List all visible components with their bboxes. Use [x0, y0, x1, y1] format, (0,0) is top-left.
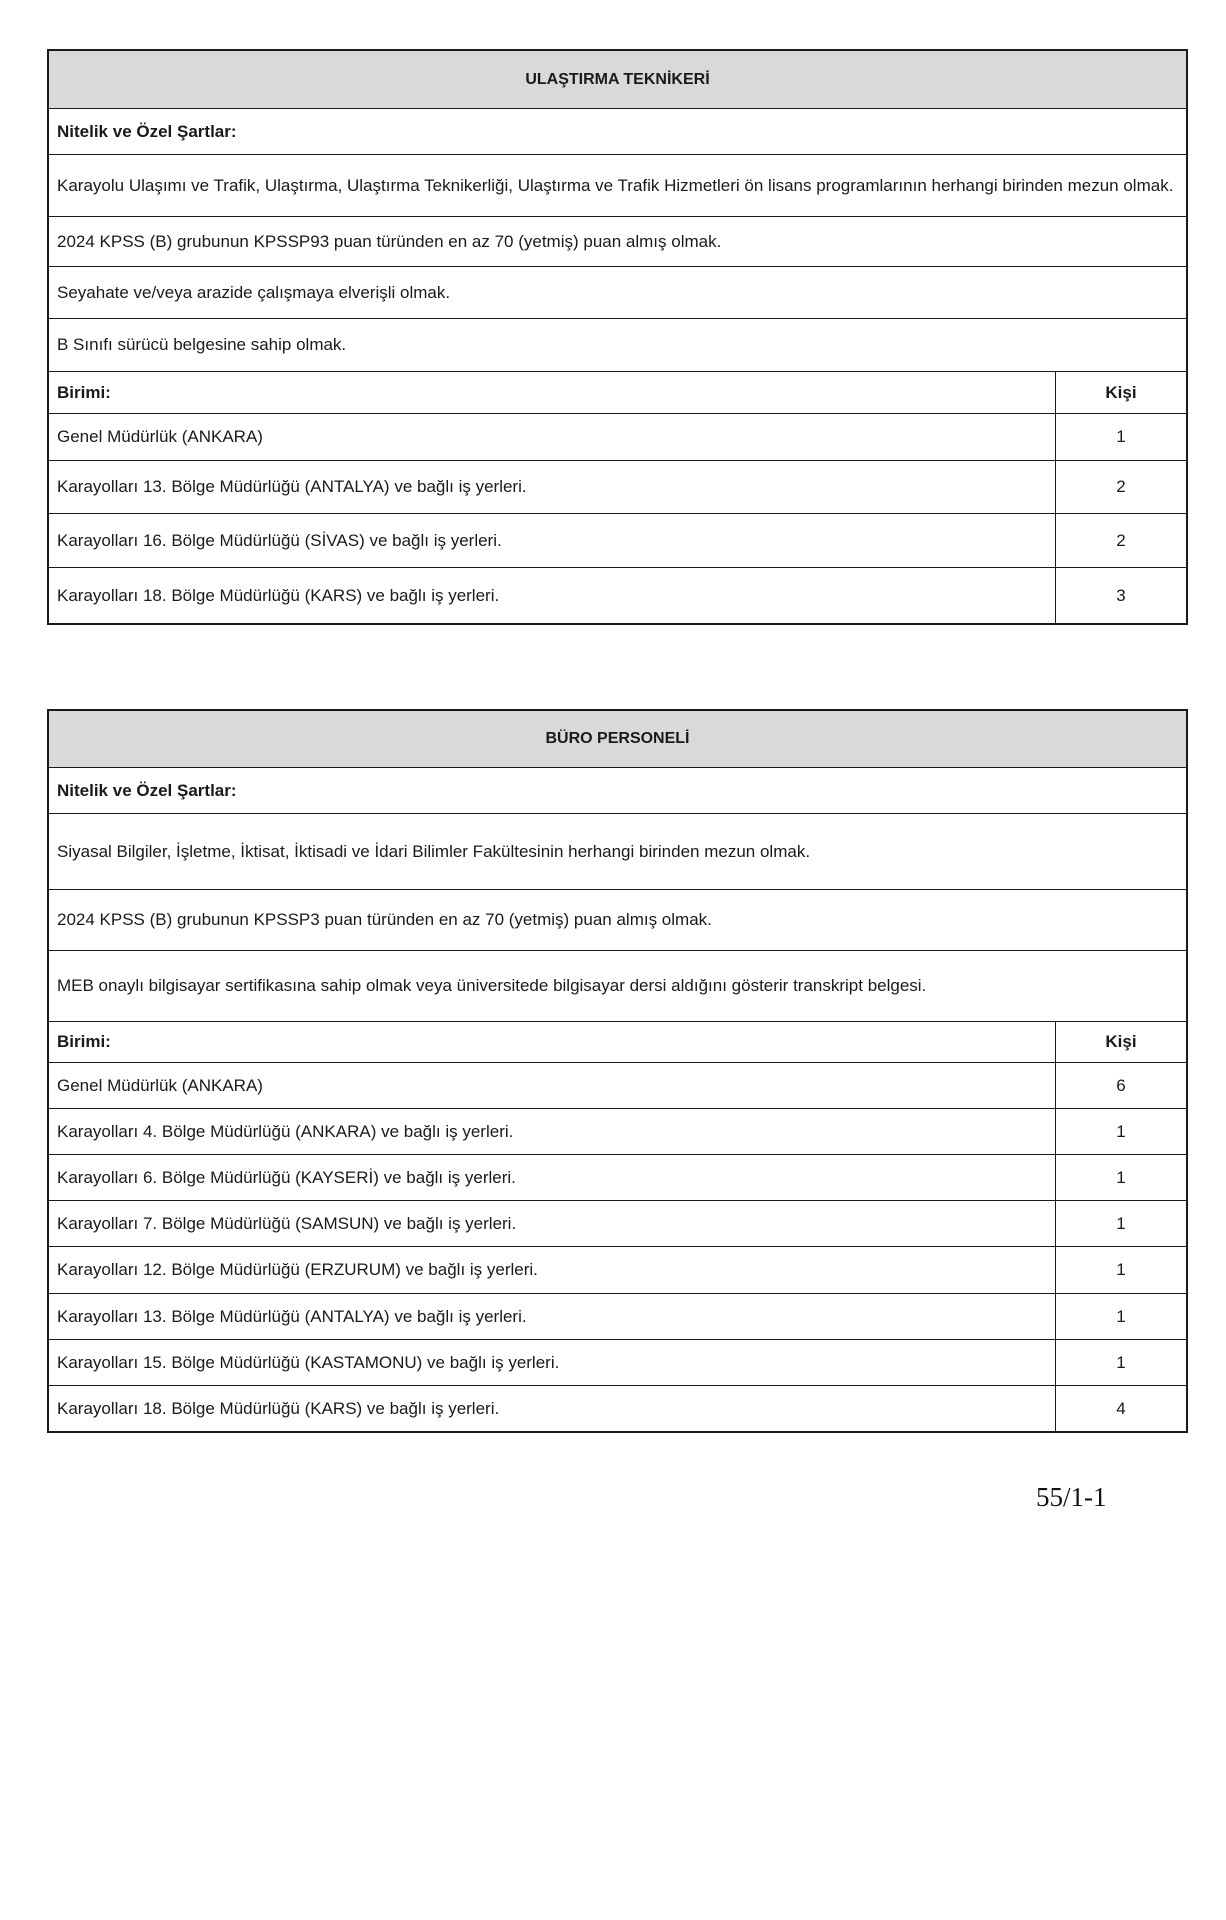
condition-item: 2024 KPSS (B) grubunun KPSSP3 puan türünden en az 70 (yetmiş) puan almış olmak. — [49, 890, 1186, 951]
unit-count: 1 — [1055, 1247, 1186, 1293]
unit-count: 6 — [1055, 1063, 1186, 1108]
table-row — [49, 1247, 1186, 1294]
condition-item: 2024 KPSS (B) grubunun KPSSP93 puan türünden en az 70 (yetmiş) puan almış olmak. — [49, 217, 1186, 267]
table-row — [49, 1063, 1186, 1109]
unit-name: Genel Müdürlük (ANKARA) — [57, 1075, 263, 1095]
unit-name: Karayolları 18. Bölge Müdürlüğü (KARS) ve bağlı iş yerleri. — [57, 585, 500, 605]
table-row — [49, 1201, 1186, 1247]
unit-count: 1 — [1055, 1201, 1186, 1246]
unit-name: Karayolları 6. Bölge Müdürlüğü (KAYSERİ) ve bağlı iş yerleri. — [57, 1167, 516, 1187]
count-header: Kişi — [1055, 1022, 1186, 1062]
unit-count: 1 — [1055, 414, 1186, 460]
condition-item: Karayolu Ulaşımı ve Trafik, Ulaştırma, Ulaştırma Teknikerliği, Ulaştırma ve Trafik Hizmetleri ön lisans programlarının herhangi birinden mezun olmak. — [49, 155, 1186, 217]
unit-count: 1 — [1055, 1155, 1186, 1200]
unit-name: Karayolları 16. Bölge Müdürlüğü (SİVAS) ve bağlı iş yerleri. — [57, 530, 502, 550]
unit-count: 1 — [1055, 1294, 1186, 1339]
condition-item: Seyahate ve/veya arazide çalışmaya elverişli olmak. — [49, 267, 1186, 319]
unit-table-header — [49, 372, 1186, 414]
unit-count: 1 — [1055, 1340, 1186, 1385]
section-title: ULAŞTIRMA TEKNİKERİ — [49, 51, 1186, 109]
table-row — [49, 1386, 1186, 1431]
unit-name: Karayolları 12. Bölge Müdürlüğü (ERZURUM) ve bağlı iş yerleri. — [57, 1260, 538, 1279]
table-row — [49, 1340, 1186, 1386]
unit-count: 3 — [1055, 568, 1186, 623]
unit-name: Genel Müdürlük (ANKARA) — [57, 427, 263, 446]
table-row — [49, 568, 1186, 623]
section-buro-personeli — [47, 709, 1188, 1433]
conditions-label: Nitelik ve Özel Şartlar: — [49, 109, 1186, 155]
page-number: 55/1-1 — [1036, 1482, 1107, 1512]
unit-name: Karayolları 15. Bölge Müdürlüğü (KASTAMONU) ve bağlı iş yerleri. — [57, 1352, 560, 1372]
table-row — [49, 1109, 1186, 1155]
unit-count: 2 — [1055, 514, 1186, 567]
unit-table-header — [49, 1022, 1186, 1063]
table-row — [49, 414, 1186, 461]
condition-item: Siyasal Bilgiler, İşletme, İktisat, İktisadi ve İdari Bilimler Fakültesinin herhangi birinden mezun olmak. — [49, 814, 1186, 890]
unit-header: Birimi: — [57, 382, 111, 402]
unit-header: Birimi: — [57, 1032, 111, 1051]
table-row — [49, 1294, 1186, 1340]
unit-name: Karayolları 13. Bölge Müdürlüğü (ANTALYA) ve bağlı iş yerleri. — [57, 1306, 527, 1326]
unit-count: 1 — [1055, 1109, 1186, 1154]
table-row — [49, 461, 1186, 514]
unit-name: Karayolları 13. Bölge Müdürlüğü (ANTALYA) ve bağlı iş yerleri. — [57, 477, 527, 496]
count-header: Kişi — [1055, 372, 1186, 413]
condition-item: B Sınıfı sürücü belgesine sahip olmak. — [49, 319, 1186, 372]
table-row — [49, 1155, 1186, 1201]
unit-count: 4 — [1055, 1386, 1186, 1431]
unit-name: Karayolları 4. Bölge Müdürlüğü (ANKARA) ve bağlı iş yerleri. — [57, 1121, 514, 1141]
unit-count: 2 — [1055, 461, 1186, 513]
unit-name: Karayolları 18. Bölge Müdürlüğü (KARS) ve bağlı iş yerleri. — [57, 1398, 500, 1418]
section-ulastirma-teknikeri — [47, 49, 1188, 625]
unit-name: Karayolları 7. Bölge Müdürlüğü (SAMSUN) ve bağlı iş yerleri. — [57, 1213, 517, 1233]
table-row — [49, 514, 1186, 568]
condition-item: MEB onaylı bilgisayar sertifikasına sahip olmak veya üniversitede bilgisayar dersi aldığını gösterir transkript belgesi. — [49, 951, 1186, 1022]
section-title: BÜRO PERSONELİ — [49, 711, 1186, 768]
conditions-label: Nitelik ve Özel Şartlar: — [49, 768, 1186, 814]
